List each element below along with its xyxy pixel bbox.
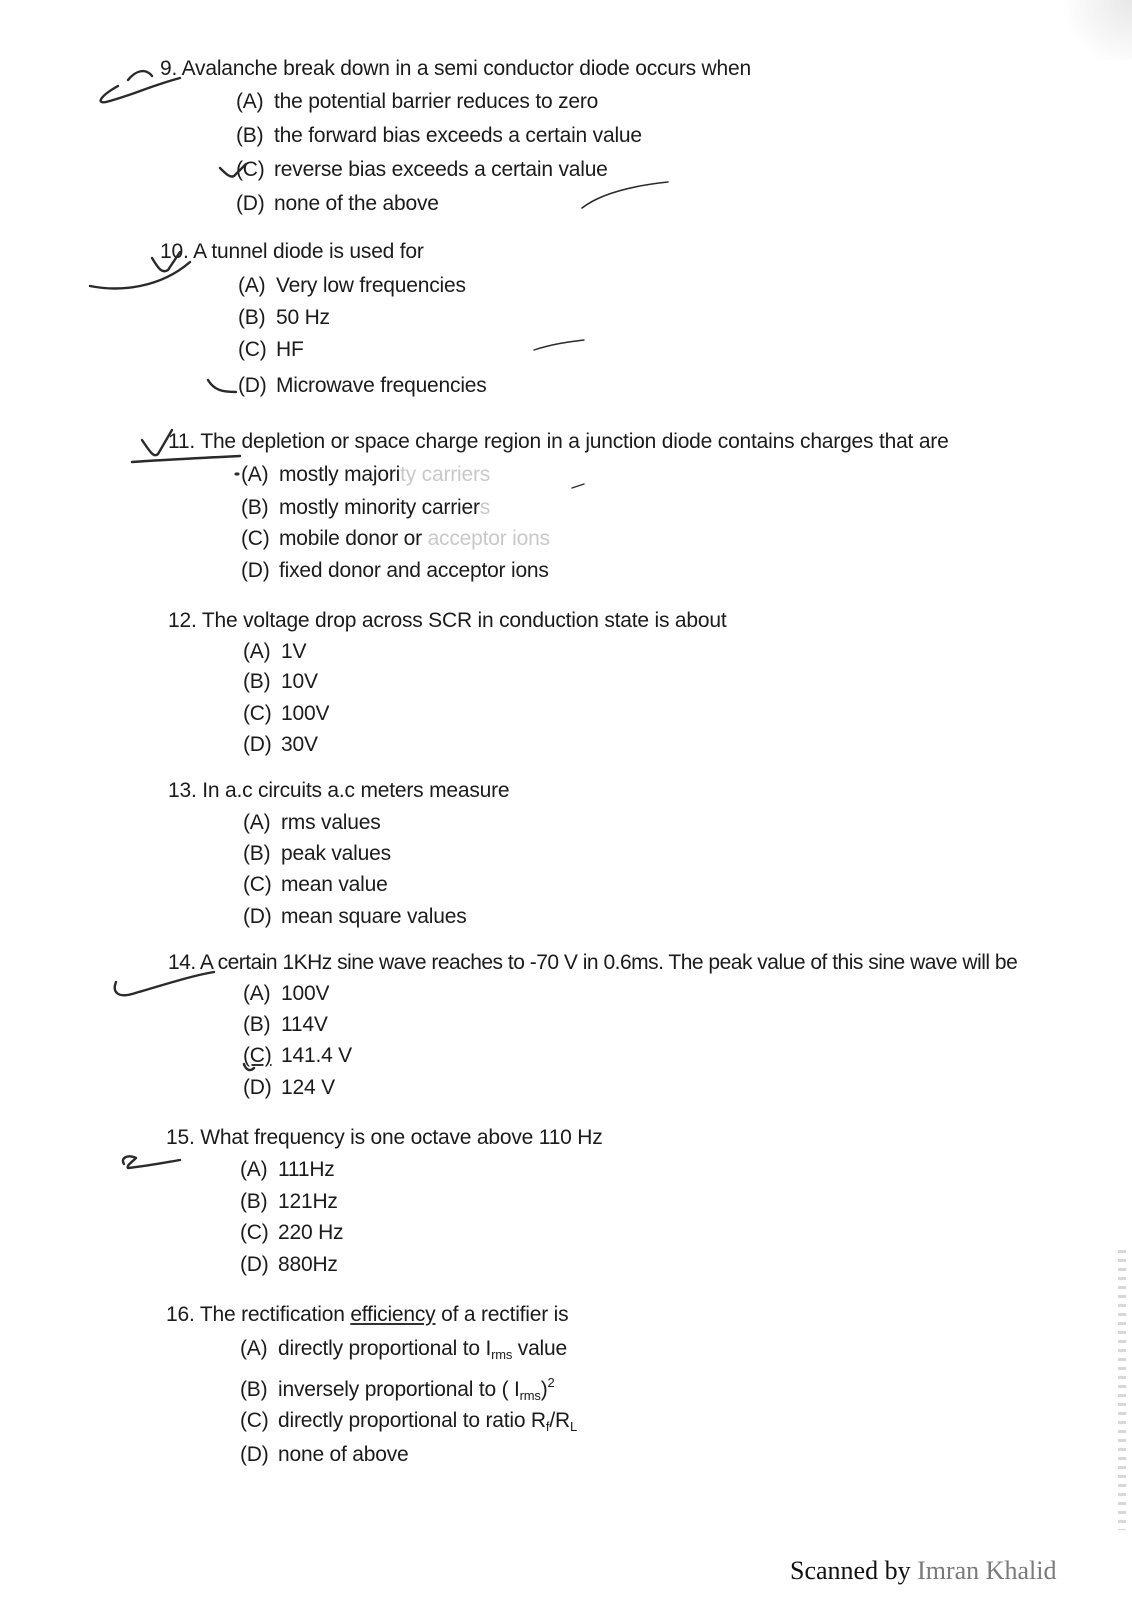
- option-label: (C): [241, 527, 270, 550]
- option-text: 100V: [281, 982, 330, 1005]
- option-13a: [243, 810, 381, 836]
- option-label: (B): [240, 1190, 268, 1213]
- option-text: the potential barrier reduces to zero: [274, 90, 599, 113]
- question-13: [168, 778, 509, 804]
- option-label: (D): [236, 192, 265, 215]
- option-text-faded: ty carriers: [400, 463, 491, 486]
- option-text: reverse bias exceeds a certain value: [274, 158, 608, 181]
- option-9c: [236, 157, 608, 183]
- question-10: [160, 239, 424, 265]
- option-label: (B): [243, 670, 271, 693]
- question-12: [168, 608, 726, 634]
- option-label: (D): [240, 1253, 269, 1276]
- question-text: In a.c circuits a.c meters measure: [202, 779, 510, 802]
- option-label: (D): [243, 905, 272, 928]
- option-13c: [243, 872, 388, 898]
- option-13d: [243, 904, 467, 930]
- question-14: [168, 950, 1017, 976]
- option-label: (B): [238, 306, 266, 329]
- option-text: Very low frequencies: [276, 274, 466, 297]
- option-text: 220 Hz: [278, 1221, 344, 1244]
- question-text: What frequency is one octave above 110 Hz: [200, 1126, 603, 1149]
- option-12c: [243, 701, 329, 727]
- question-15: [166, 1125, 603, 1151]
- question-text: A certain 1KHz sine wave reaches to -70 V in 0.6ms. The peak value of this sine wave will be: [199, 951, 1018, 974]
- question-number: 12.: [168, 609, 197, 632]
- option-14c: [243, 1043, 352, 1069]
- option-text: peak values: [281, 842, 391, 865]
- option-subscript: rms: [491, 1347, 513, 1362]
- option-text: ): [540, 1378, 548, 1401]
- option-text: none of above: [278, 1443, 409, 1466]
- option-label: (A): [241, 463, 269, 486]
- option-label: (A): [236, 90, 264, 113]
- option-subscript: L: [569, 1419, 577, 1434]
- question-number: 10.: [160, 240, 189, 263]
- option-16a: [240, 1336, 567, 1368]
- option-label: (A): [243, 811, 271, 834]
- option-text: 114V: [281, 1013, 328, 1036]
- option-15b: [240, 1189, 338, 1215]
- option-text-faded: acceptor ions: [427, 527, 550, 550]
- option-label: (A): [240, 1337, 268, 1360]
- option-12b: [243, 669, 318, 695]
- option-superscript: 2: [547, 1375, 555, 1390]
- option-11c: [241, 526, 550, 552]
- option-10b: [238, 305, 330, 331]
- option-text: mean square values: [281, 905, 467, 928]
- option-11d: [241, 558, 549, 584]
- option-subscript: rms: [519, 1388, 541, 1403]
- question-16: [166, 1302, 568, 1328]
- option-text-faded: s: [479, 496, 491, 519]
- option-text: inversely proportional to ( I: [278, 1378, 520, 1401]
- option-label: (B): [240, 1378, 268, 1401]
- q15-tick-mark: [123, 1156, 180, 1168]
- option-text: 1V: [281, 640, 307, 663]
- option-text: 100V: [281, 702, 330, 725]
- option-9d: [236, 191, 439, 217]
- scan-corner-artifact: [1052, 0, 1132, 60]
- option-text: directly proportional to I: [278, 1337, 492, 1360]
- question-number: 13.: [168, 779, 197, 802]
- option-16d: [240, 1442, 409, 1468]
- option-text: 30V: [281, 733, 318, 756]
- question-text: The voltage drop across SCR in conduction state is about: [201, 609, 727, 632]
- q11-pen-stroke: [572, 484, 584, 488]
- option-label: (B): [241, 496, 269, 519]
- option-text: 10V: [281, 670, 318, 693]
- option-subscript: f: [545, 1419, 550, 1434]
- option-10c: [238, 337, 304, 363]
- option-label: (B): [243, 842, 271, 865]
- option-text: rms values: [281, 811, 381, 834]
- option-label: (C): [243, 873, 272, 896]
- option-13b: [243, 841, 391, 867]
- option-9b: [236, 123, 642, 149]
- option-label: (A): [243, 982, 271, 1005]
- question-11: [168, 429, 949, 455]
- option-text: Microwave frequencies: [276, 374, 487, 397]
- q10-pen-stroke: [534, 340, 584, 350]
- q9-pen-stroke: [582, 182, 668, 208]
- option-label: (C): [240, 1409, 269, 1432]
- option-text: mostly majori: [279, 463, 401, 486]
- option-text: 121Hz: [278, 1190, 338, 1213]
- option-15c: [240, 1220, 343, 1246]
- question-number: 15.: [166, 1126, 195, 1149]
- option-label: (B): [236, 124, 264, 147]
- option-label: (A): [240, 1158, 268, 1181]
- option-label: (C): [240, 1221, 269, 1244]
- option-text: HF: [276, 338, 304, 361]
- option-text: value: [512, 1337, 567, 1360]
- option-14a: [243, 981, 329, 1007]
- option-text: mostly minority carrier: [279, 496, 480, 519]
- option-text: none of the above: [274, 192, 439, 215]
- option-text: /R: [549, 1409, 570, 1432]
- option-text: fixed donor and acceptor ions: [279, 559, 549, 582]
- question-text-underlined: efficiency: [350, 1303, 436, 1326]
- option-14b: [243, 1012, 328, 1038]
- option-label: (C): [236, 158, 265, 181]
- option-12d: [243, 732, 318, 758]
- option-label: (A): [238, 274, 266, 297]
- option-label: (C): [243, 1044, 272, 1067]
- option-10d: [238, 373, 487, 399]
- footer-name: Imran Khalid: [917, 1556, 1057, 1585]
- option-label: (A): [243, 640, 271, 663]
- option-15a: [240, 1157, 335, 1183]
- option-12a: [243, 639, 306, 665]
- option-11a: [241, 462, 490, 488]
- question-text: The rectification: [199, 1303, 351, 1326]
- option-label: (D): [241, 559, 270, 582]
- option-label: (B): [243, 1013, 271, 1036]
- option-14d: [243, 1075, 335, 1101]
- option-label: (D): [238, 374, 267, 397]
- question-text: of a rectifier is: [435, 1303, 569, 1326]
- option-16b: [240, 1370, 555, 1409]
- q10-answer-tick: [208, 380, 236, 392]
- option-label: (D): [243, 1076, 272, 1099]
- question-text: Avalanche break down in a semi conductor diode occurs when: [181, 57, 751, 80]
- question-number: 11.: [168, 430, 196, 453]
- option-label: (C): [238, 338, 267, 361]
- option-text: 111Hz: [278, 1158, 335, 1181]
- footer-prefix: Scanned by: [790, 1556, 918, 1585]
- option-text: mobile donor or: [279, 527, 428, 550]
- option-9a: [236, 89, 598, 115]
- question-9: [160, 56, 751, 82]
- option-text: 141.4 V: [281, 1044, 352, 1067]
- option-11b: [241, 495, 490, 521]
- option-10a: [238, 273, 466, 299]
- option-label: (D): [243, 733, 272, 756]
- option-text: mean value: [281, 873, 388, 896]
- question-number: 9.: [160, 57, 178, 80]
- option-16c: [240, 1408, 577, 1440]
- question-text: A tunnel diode is used for: [193, 240, 424, 263]
- option-text: directly proportional to ratio R: [278, 1409, 546, 1432]
- option-label: (C): [243, 702, 272, 725]
- question-number: 16.: [166, 1303, 195, 1326]
- scan-edge-artifact: [1118, 1250, 1126, 1530]
- option-label: (D): [240, 1443, 269, 1466]
- option-15d: [240, 1252, 338, 1278]
- option-text: 124 V: [281, 1076, 335, 1099]
- option-text: 880Hz: [278, 1253, 338, 1276]
- option-text: the forward bias exceeds a certain value: [274, 124, 642, 147]
- question-number: 14.: [168, 951, 196, 974]
- question-text: The depletion or space charge region in a junction diode contains charges that are: [200, 430, 949, 453]
- scan-footer: [790, 1556, 1056, 1586]
- option-text: 50 Hz: [276, 306, 330, 329]
